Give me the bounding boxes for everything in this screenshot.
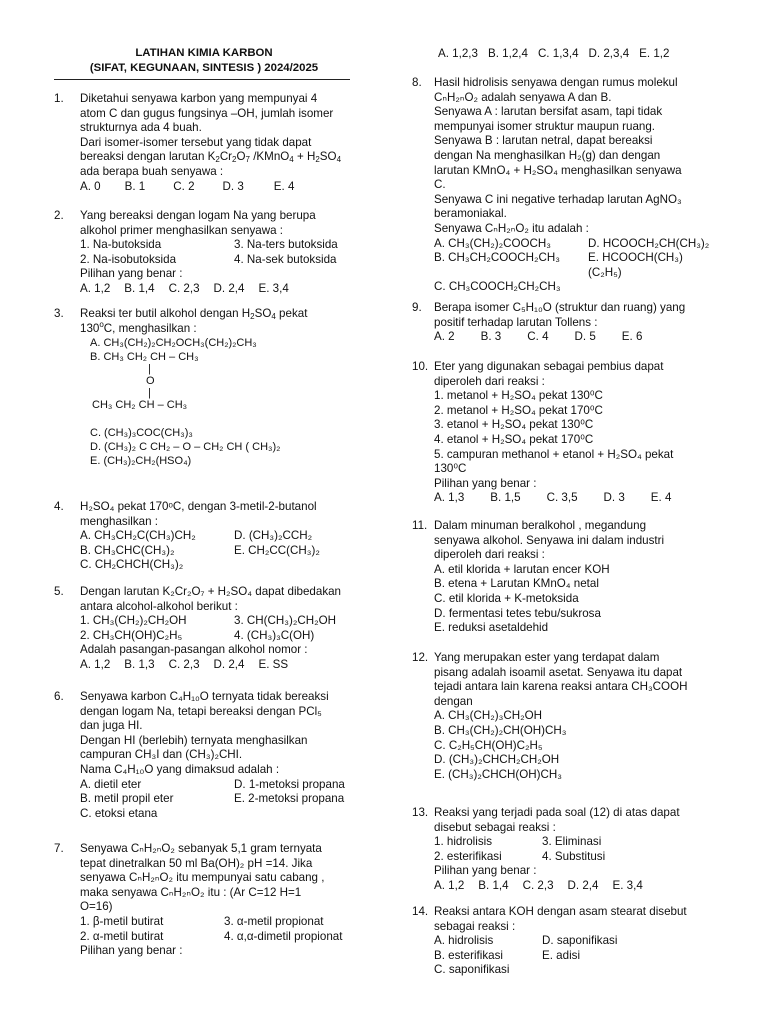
question-number: 14. xyxy=(412,905,429,918)
choice-d[interactable]: D. 2,3,4 xyxy=(588,47,630,60)
question-number: 2. xyxy=(54,209,64,222)
answer-choices xyxy=(434,491,712,506)
option-a: A. CH₃CH₂C(CH₃)CH₂ xyxy=(80,529,196,543)
structure-options xyxy=(90,336,354,468)
choice-c[interactable]: C. 2,3 xyxy=(168,281,200,295)
choice-b[interactable]: B. 1,4 xyxy=(478,878,509,892)
choice-e[interactable]: E. 4 xyxy=(650,491,672,505)
question-14 xyxy=(412,905,712,978)
question-text: alkohol primer menghasilkan senyawa : xyxy=(80,223,283,237)
choice-a[interactable]: A. 1,2 xyxy=(80,657,111,671)
choice-e[interactable]: E. 1,2 xyxy=(639,47,670,60)
question-13 xyxy=(412,806,712,894)
option-a: A. CH₃(CH₂)₂CH₂OCH₃(CH₂)₂CH₃ xyxy=(90,337,257,350)
header xyxy=(54,46,354,82)
option-e: E. adisi xyxy=(542,948,581,962)
answer-choices xyxy=(80,180,354,195)
question-text: Pilihan yang benar : xyxy=(434,864,537,878)
option-d: D. (CH₃)₂ C CH₂ – O – CH₂ CH ( CH₃)₂ xyxy=(90,441,281,454)
question-11 xyxy=(412,519,712,636)
bond-line: | xyxy=(148,363,151,376)
question-number: 11. xyxy=(412,519,428,532)
question-9 xyxy=(412,301,712,345)
choice-d[interactable]: D. 5 xyxy=(574,330,596,344)
choice-b[interactable]: B. 1,2,4 xyxy=(487,47,528,60)
option-1: 1. hidrolisis xyxy=(434,835,492,849)
option-e: E. reduksi asetaldehid xyxy=(434,621,549,635)
choice-d[interactable]: D. 2,4 xyxy=(213,657,245,671)
question-text: Berapa isomer C₅H₁₀O (struktur dan ruang) yang xyxy=(434,301,686,314)
title-divider xyxy=(54,79,350,80)
choice-d[interactable]: D. 3 xyxy=(222,179,244,193)
question-text: Reaksi yang terjadi pada soal (12) di atas dapat xyxy=(434,806,680,819)
option-grid xyxy=(80,238,354,267)
question-text: bereaksi dengan larutan $K_2Cr_2O_7$ /KMnO$_4$ + $H_2SO_4$ xyxy=(80,150,342,165)
question-text: Dengan HI (berlebih) ternyata menghasilkan xyxy=(80,733,308,747)
answer-choices xyxy=(434,330,712,345)
option-d: D. 1-metoksi propana xyxy=(234,777,345,791)
option-1: 1. metanol + H₂SO₄ pekat 130⁰C xyxy=(434,389,603,403)
option-4: 4. Substitusi xyxy=(542,849,606,863)
question-text: Yang bereaksi dengan logam Na yang berupa xyxy=(80,209,316,222)
option-a: A. hidrolisis xyxy=(434,934,494,948)
option-3: 3. Na-ters butoksida xyxy=(234,238,338,252)
choice-e[interactable]: E. 4 xyxy=(273,179,295,193)
question-text: senyawa CₙH₂ₙO₂ itu mempunyai satu cabang , xyxy=(80,871,325,885)
question-text: Senyawa CₙH₂ₙO₂ sebanyak 5,1 gram ternyata xyxy=(80,842,322,855)
option-3: 3. α-metil propionat xyxy=(224,914,324,928)
question-text: Nama C₄H₁₀O yang dimaksud adalah : xyxy=(80,762,280,776)
question-text: maka senyawa CₙH₂ₙO₂ itu : (Ar C=12 H=1 xyxy=(80,885,302,899)
option-grid xyxy=(80,529,354,573)
question-text: Senyawa C ini negative terhadap larutan AgNO₃ xyxy=(434,192,682,206)
question-text: dan juga HI. xyxy=(80,719,143,733)
question-text: C. xyxy=(434,178,446,192)
option-4: 4. (CH₃)₃C(OH) xyxy=(234,628,315,642)
choice-e[interactable]: E. SS xyxy=(258,657,289,671)
option-e: E. (CH₃)₂CH₂(HSO₄) xyxy=(90,455,192,468)
question-text: Dengan larutan K₂Cr₂O₇ + H₂SO₄ dapat dibedakan xyxy=(80,585,342,598)
question-text: tejadi antara lain karena reaksi antara CH₃COOH xyxy=(434,680,688,694)
question-text: Senyawa A : larutan bersifat asam, tapi tidak xyxy=(434,105,663,119)
choice-d[interactable]: D. 2,4 xyxy=(213,281,245,295)
question-text: Pilihan yang benar : xyxy=(434,476,537,490)
answer-choices xyxy=(434,879,712,894)
option-c: C. saponifikasi xyxy=(434,963,510,977)
choice-d[interactable]: D. 3 xyxy=(603,491,625,505)
choice-b[interactable]: B. 1,4 xyxy=(124,281,155,295)
option-grid xyxy=(434,835,712,864)
option-5-cont: 130⁰C xyxy=(434,462,467,476)
option-1: 1. Na-butoksida xyxy=(80,238,162,252)
question-text: pisang adalah isoamil asetat. Senyawa itu dapat xyxy=(434,665,683,679)
option-2: 2. CH₃CH(OH)C₂H₅ xyxy=(80,628,183,642)
question-number: 4. xyxy=(54,500,64,513)
option-a: A. CH₃(CH₂)₂COOCH₃ xyxy=(434,236,551,250)
question-text: diperoleh dari reaksi : xyxy=(434,548,545,562)
choice-c[interactable]: C. 2,3 xyxy=(522,878,554,892)
question-number: 5. xyxy=(54,585,64,598)
question-text: Pilihan yang benar : xyxy=(80,267,183,281)
choice-c[interactable]: C. 2,3 xyxy=(168,657,200,671)
question-text: Eter yang digunakan sebagai pembius dapat xyxy=(434,360,664,373)
question-number: 10. xyxy=(412,360,429,373)
page-title: LATIHAN KIMIA KARBON xyxy=(135,47,273,59)
question-12 xyxy=(412,651,712,782)
option-3: 3. Eliminasi xyxy=(542,835,602,849)
question-text: Diketahui senyawa karbon yang mempunyai 4 xyxy=(80,92,318,105)
question-text: Adalah pasangan-pasangan alkohol nomor : xyxy=(80,643,308,657)
question-text: Dalam minuman beralkohol , megandung xyxy=(434,519,647,532)
question-text: tepat dinetralkan 50 ml Ba(OH)₂ pH =14. Jika xyxy=(80,856,313,870)
option-a: A. dietil eter xyxy=(80,777,142,791)
question-number: 1. xyxy=(54,92,64,105)
question-text: senyawa alkohol. Senyawa ini dalam industri xyxy=(434,533,665,547)
question-10 xyxy=(412,360,712,506)
option-b: B. CH₃CHC(CH₃)₂ xyxy=(80,543,175,557)
choice-a[interactable]: A. 1,3 xyxy=(434,491,465,505)
question-text: Senyawa CₙH₂ₙO₂ itu adalah : xyxy=(434,221,589,235)
option-e: E. CH₂CC(CH₃)₂ xyxy=(234,543,320,557)
bond-line: | xyxy=(148,387,151,400)
option-2: 2. Na-isobutoksida xyxy=(80,252,177,266)
question-text: O=16) xyxy=(80,900,113,914)
question-text: atom C dan gugus fungsinya –OH, jumlah isomer xyxy=(80,106,334,120)
question-text: Yang merupakan ester yang terdapat dalam xyxy=(434,651,660,664)
option-c: C. etoksi etana xyxy=(80,806,158,820)
choice-b[interactable]: B. 1,5 xyxy=(490,491,521,505)
option-1: 1. CH₃(CH₂)₂CH₂OH xyxy=(80,614,187,628)
answer-choices xyxy=(438,47,712,62)
option-3: 3. etanol + H₂SO₄ pekat 130⁰C xyxy=(434,418,594,432)
option-b-lower: CH₃ CH₂ CH – CH₃ xyxy=(92,399,188,412)
question-text: CₙH₂ₙO₂ adalah senyawa A dan B. xyxy=(434,90,612,104)
question-text: campuran CH₃I dan (CH₃)₂CHI. xyxy=(80,748,243,762)
question-text: mempunyai isomer struktur maupun ruang. xyxy=(434,119,656,133)
question-text: H₂SO₄ pekat 170ᵒC, dengan 3-metil-2-butanol xyxy=(80,500,317,513)
question-text: antara alcohol-alkohol berikut : xyxy=(80,599,238,613)
choice-a[interactable]: A. 1,2 xyxy=(80,281,111,295)
answer-choices xyxy=(80,282,354,297)
question-text: Hasil hidrolisis senyawa dengan rumus molekul xyxy=(434,76,678,89)
question-number: 3. xyxy=(54,307,64,320)
option-d: D. saponifikasi xyxy=(542,934,618,948)
question-text: positif terhadap larutan Tollens : xyxy=(434,315,598,329)
question-text: diperoleh dari reaksi : xyxy=(434,374,545,388)
question-6 xyxy=(54,690,354,821)
question-text: larutan KMnO₄ + H₂SO₄ menghasilkan senyawa xyxy=(434,163,682,177)
question-text: Dari isomer-isomer tersebut yang tidak dapat xyxy=(80,135,312,149)
option-a: A. CH₃(CH₂)₃CH₂OH xyxy=(434,709,542,723)
oxygen-atom: O xyxy=(146,375,155,388)
choice-e[interactable]: E. 6 xyxy=(621,330,643,344)
option-grid xyxy=(80,614,354,643)
question-text: sebagai reaksi : xyxy=(434,919,516,933)
choice-a[interactable]: A. 1,2,3 xyxy=(438,47,478,60)
option-c: C. CH₃COOCH₂CH₂CH₃ xyxy=(434,280,561,294)
choice-c[interactable]: C. 1,3,4 xyxy=(537,47,579,60)
question-text: dengan logam Na, tetapi bereaksi dengan PCl₅ xyxy=(80,704,322,718)
choice-e[interactable]: E. 3,4 xyxy=(612,878,643,892)
option-4: 4. etanol + H₂SO₄ pekat 170⁰C xyxy=(434,432,594,446)
option-grid xyxy=(434,934,712,978)
option-2: 2. α-metil butirat xyxy=(80,929,164,943)
option-grid xyxy=(80,778,354,822)
option-2: 2. metanol + H₂SO₄ pekat 170⁰C xyxy=(434,403,603,417)
choice-a[interactable]: A. 0 xyxy=(80,179,101,193)
option-c: C. C₂H₅CH(OH)C₂H₅ xyxy=(434,738,543,752)
question-text: Reaksi antara KOH dengan asam stearat disebut xyxy=(434,905,687,918)
answer-choices xyxy=(80,658,354,673)
choice-a[interactable]: A. 2 xyxy=(434,330,455,344)
option-e: E. HCOOCH(CH₃)(C₂H₅) xyxy=(588,251,683,279)
option-b: B. esterifikasi xyxy=(434,948,503,962)
option-4: 4. Na-sek butoksida xyxy=(234,252,337,266)
option-c: C. etil klorida + K-metoksida xyxy=(434,591,579,605)
question-number: 13. xyxy=(412,806,429,819)
question-7-choices xyxy=(412,47,712,62)
question-text: Senyawa karbon C₄H₁₀O ternyata tidak bereaksi xyxy=(80,690,329,703)
option-b: B. CH₃(CH₂)₂CH(OH)CH₃ xyxy=(434,723,567,737)
option-e: E. (CH₃)₂CHCH(OH)CH₃ xyxy=(434,767,562,781)
option-d: D. (CH₃)₂CCH₂ xyxy=(234,529,313,543)
question-2 xyxy=(54,209,354,297)
question-text: menghasilkan : xyxy=(80,514,158,528)
question-1 xyxy=(54,92,354,194)
option-d: D. fermentasi tetes tebu/sukrosa xyxy=(434,606,601,620)
question-text: ada berapa buah senyawa : xyxy=(80,164,224,178)
option-e: E. 2-metoksi propana xyxy=(234,792,345,806)
option-d: D. HCOOCH₂CH(CH₃)₂ xyxy=(588,236,710,250)
option-grid xyxy=(434,237,712,295)
question-text: disebut sebagai reaksi : xyxy=(434,820,556,834)
question-3 xyxy=(54,307,354,468)
question-text: Senyawa B : larutan netral, dapat bereaksi xyxy=(434,134,653,148)
option-c: C. CH₂CHCH(CH₃)₂ xyxy=(80,558,184,572)
option-a: A. etil klorida + larutan encer KOH xyxy=(434,562,610,576)
choice-b[interactable]: B. 1,3 xyxy=(124,657,155,671)
question-text: beramoniakal. xyxy=(434,207,507,221)
question-5 xyxy=(54,585,354,673)
question-text: Pilihan yang benar : xyxy=(80,944,183,958)
option-4: 4. α,α-dimetil propionat xyxy=(224,929,343,943)
option-5: 5. campuran methanol + etanol + H₂SO₄ pekat xyxy=(434,447,674,461)
option-3: 3. CH(CH₃)₂CH₂OH xyxy=(234,614,336,628)
choice-a[interactable]: A. 1,2 xyxy=(434,878,465,892)
question-text: Reaksi ter butil alkohol dengan $H_2SO_4$ pekat xyxy=(80,307,308,321)
choice-b[interactable]: B. 3 xyxy=(480,330,502,344)
question-text: 130$^o$C, menghasilkan : xyxy=(80,319,197,335)
choice-e[interactable]: E. 3,4 xyxy=(258,281,289,295)
choice-c[interactable]: C. 2 xyxy=(173,179,195,193)
option-grid xyxy=(80,915,354,944)
option-1: 1. β-metil butirat xyxy=(80,914,164,928)
choice-c[interactable]: C. 3,5 xyxy=(546,491,578,505)
question-text: dengan Na menghasilkan H₂(g) dan dengan xyxy=(434,148,661,162)
option-c: C. (CH₃)₃COC(CH₃)₃ xyxy=(90,427,193,440)
question-text: strukturnya ada 4 buah. xyxy=(80,121,202,135)
question-4 xyxy=(54,500,354,573)
question-7 xyxy=(54,842,354,959)
question-8 xyxy=(412,76,712,295)
choice-d[interactable]: D. 2,4 xyxy=(567,878,599,892)
page-subtitle: (SIFAT, KEGUNAAN, SINTESIS ) 2024/2025 xyxy=(89,62,319,74)
question-number: 12. xyxy=(412,651,429,664)
question-number: 8. xyxy=(412,76,422,89)
option-b: B. metil propil eter xyxy=(80,792,174,806)
option-2: 2. esterifikasi xyxy=(434,849,502,863)
question-number: 7. xyxy=(54,842,64,855)
question-number: 9. xyxy=(412,301,422,314)
option-b: B. CH₃CH₂COOCH₂CH₃ xyxy=(434,251,561,265)
option-b: B. etena + Larutan KMnO₄ netal xyxy=(434,577,599,591)
question-text: dengan xyxy=(434,694,473,708)
choice-c[interactable]: C. 4 xyxy=(527,330,549,344)
option-d: D. (CH₃)₂CHCH₂CH₂OH xyxy=(434,753,560,767)
option-b: B. CH₃ CH₂ CH – CH₃ xyxy=(90,351,199,364)
choice-b[interactable]: B. 1 xyxy=(124,179,146,193)
question-number: 6. xyxy=(54,690,64,703)
